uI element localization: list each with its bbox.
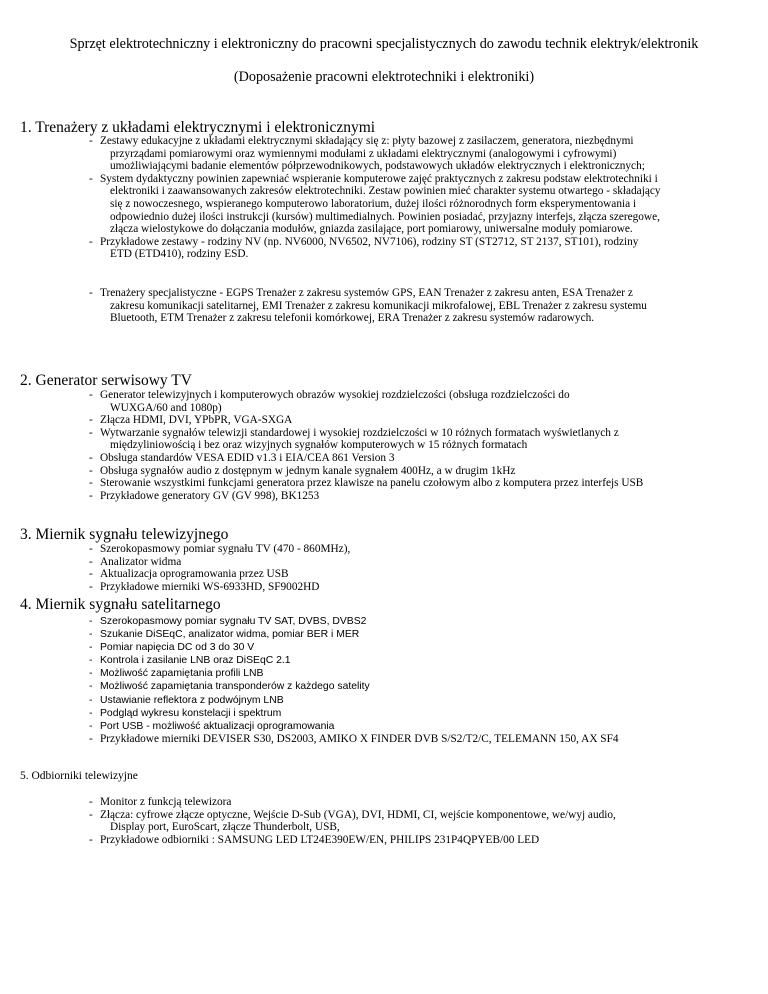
bullet-dash: -	[89, 568, 93, 581]
list-item-text: Możliwość zapamiętania profili LNB	[100, 668, 264, 680]
list-item	[89, 568, 350, 581]
list-item-text: Sterowanie wszystkimi funkcjami generatora przez klawisze na panelu czołowym albo z komputera przez interfejs USB	[100, 477, 644, 490]
list-item-text: Monitor z funkcją telewizora	[100, 796, 232, 808]
bullet-dash: -	[89, 694, 93, 706]
list-item	[89, 452, 643, 465]
list-item-text: Generator telewizyjnych i komputerowych obrazów wysokiej rozdzielczości (obsługa rozdzielczości do	[100, 389, 570, 401]
section-4-heading: 4. Miernik sygnału satelitarnego	[20, 596, 221, 613]
bullet-dash: -	[89, 426, 93, 439]
bullet-dash: -	[89, 580, 93, 593]
bullet-dash: -	[89, 796, 93, 808]
bullet-dash: -	[89, 642, 93, 654]
list-item	[89, 707, 619, 720]
bullet-dash: -	[89, 135, 93, 147]
list-item-text-continued: ETD (ETD410), rodziny ESD.	[110, 248, 249, 261]
list-item	[89, 490, 643, 503]
section-3-heading: 3. Miernik sygnału telewizyjnego	[20, 526, 229, 543]
list-item-text: Przykładowe mierniki DEVISER S30, DS2003, AMIKO X FINDER DVB S/S2/T2/C, TELEMANN 150, AX SF4	[100, 732, 619, 745]
list-item-text-continued: WUXGA/60 and 1080p)	[110, 401, 222, 414]
list-item-text-continued: elektroniki i zaawansowanych zakresów elektrotechniki. Zestaw powinien mieć charakter systemu otwartego - składający	[110, 185, 661, 198]
bullet-dash: -	[89, 489, 93, 502]
list-item-text: System dydaktyczny powinien zapewniać wspieranie komputerowe zajęć praktycznych z zakresu podstaw elektrotechniki i	[100, 172, 658, 185]
bullet-dash: -	[89, 451, 93, 464]
list-item	[89, 414, 643, 427]
list-item-text: Złącza: cyfrowe złącze optyczne, Wejście D-Sub (VGA), DVI, HDMI, CI, wejście komponentowe, we/wyj audio,	[100, 808, 616, 821]
list-item-text: Port USB - możliwość aktualizacji oprogramowania	[100, 720, 335, 732]
list-item	[89, 556, 350, 569]
section-1-list-specialist	[89, 287, 647, 325]
list-item	[89, 135, 661, 173]
list-item-text: Obsługa sygnałów audio z dostępnym w jednym kanale sygnałem 400Hz, a w drugim 1kHz	[100, 464, 516, 477]
list-item	[89, 236, 661, 261]
list-item-text: Pomiar napięcia DC od 3 do 30 V	[100, 642, 255, 654]
bullet-dash: -	[89, 681, 93, 693]
bullet-dash: -	[89, 414, 93, 427]
list-item-text: Szerokopasmowy pomiar sygnału TV (470 - 860MHz),	[100, 543, 351, 555]
bullet-dash: -	[89, 732, 93, 745]
list-item	[89, 543, 350, 556]
list-item-text: Kontrola i zasilanie LNB oraz DiSEqC 2.1	[100, 655, 291, 667]
list-item-text: Podgląd wykresu konstelacji i spektrum	[100, 707, 282, 719]
list-item	[89, 465, 643, 478]
list-item	[89, 477, 643, 490]
list-item	[89, 654, 619, 667]
section-5-heading: 5. Odbiorniki telewizyjne	[20, 770, 138, 782]
bullet-dash: -	[89, 616, 93, 627]
list-item	[89, 733, 619, 746]
document-subtitle: (Doposażenie pracowni elektrotechniki i elektroniki)	[233, 69, 535, 85]
list-item	[89, 173, 661, 236]
bullet-dash: -	[89, 629, 93, 641]
list-item-text-continued: międzyliniowością i bez oraz wizyjnych sygnałów komputerowych w 15 różnych formatach	[110, 439, 528, 452]
bullet-dash: -	[89, 389, 93, 401]
list-item-text: Obsługa standardów VESA EDID v1.3 i EIA/CEA 861 Version 3	[100, 451, 395, 464]
list-item-text: Złącza HDMI, DVI, YPbPR, VGA-SXGA	[100, 414, 293, 427]
list-item	[89, 809, 616, 834]
bullet-dash: -	[89, 720, 93, 732]
list-item-text-continued: Display port, EuroScart, złącze Thunderbolt, USB,	[110, 821, 340, 834]
section-1-heading: 1. Trenażery z układami elektrycznymi i elektronicznymi	[20, 119, 376, 136]
bullet-dash: -	[89, 707, 93, 719]
list-item	[89, 628, 619, 641]
list-item-text-continued: umożliwiającymi badanie elementów półprzewodnikowych, podstawowych układów elektrycznych i elektronicznych;	[110, 160, 645, 173]
list-item	[89, 680, 619, 693]
list-item	[89, 641, 619, 654]
list-item	[89, 287, 647, 325]
bullet-dash: -	[89, 555, 93, 568]
list-item	[89, 720, 619, 733]
section-2-heading: 2. Generator serwisowy TV	[20, 372, 192, 389]
list-item-text-continued: się z nowoczesnego, wspieranego komputerowo laboratorium, dużej ilości różnorodnych form eksperymentowania i	[110, 197, 637, 210]
bullet-dash: -	[89, 833, 93, 846]
bullet-dash: -	[89, 808, 93, 821]
list-item-text: Analizator widma	[100, 555, 182, 568]
list-item-text: Szerokopasmowy pomiar sygnału TV SAT, DVBS, DVBS2	[100, 616, 367, 627]
list-item-text: Ustawianie reflektora z podwójnym LNB	[100, 694, 284, 706]
bullet-dash: -	[89, 655, 93, 667]
list-item-text-continued: zakresu komunikacji satelitarnej, EMI Trenażer z zakresu komunikacji mikrofalowej, EBL Trenażer z zakresu systemu	[110, 299, 647, 312]
list-item-text-continued: przyrządami pomiarowymi oraz wymiennymi modułami z układami elektrycznymi (analogowymi i cyfrowymi)	[110, 147, 617, 160]
bullet-dash: -	[89, 172, 93, 185]
list-item-text: Przykładowe odbiorniki : SAMSUNG LED LT24E390EW/EN, PHILIPS 231P4QPYEB/00 LED	[100, 833, 540, 846]
bullet-dash: -	[89, 235, 93, 248]
list-item-text: Zestawy edukacyjne z układami elektrycznymi składający się z: płyty bazowej z zasilaczem, generatora, niezbędnymi	[100, 135, 634, 147]
list-item-text: Przykładowe zestawy - rodziny NV (np. NV6000, NV6502, NV7106), rodziny ST (ST2712, ST 2137, ST101), rodziny	[100, 235, 639, 248]
section-4-list	[89, 615, 619, 746]
list-item	[89, 581, 350, 594]
list-item-text-continued: Bluetooth, ETM Trenażer z zakresu telefonii komórkowej, ERA Trenażer z zakresu systemów radarowych.	[110, 312, 595, 325]
list-item-text: Możliwość zapamiętania transponderów z każdego satelity	[100, 681, 370, 693]
bullet-dash: -	[89, 477, 93, 490]
section-5-list	[89, 796, 616, 846]
bullet-dash: -	[89, 543, 93, 555]
list-item-text: Przykładowe mierniki WS-6933HD, SF9002HD	[100, 580, 320, 593]
list-item	[89, 615, 619, 628]
bullet-dash: -	[89, 287, 93, 299]
list-item-text-continued: złącza wielostykowe do dołączania modułów, gniazda zasilające, port pomiarowy, uniwersalne moduły pomiarowe.	[110, 223, 633, 236]
section-3-list	[89, 543, 350, 593]
list-item-text: Szukanie DiSEqC, analizator widma, pomiar BER i MER	[100, 629, 360, 641]
list-item	[89, 427, 643, 452]
list-item	[89, 834, 616, 847]
list-item	[89, 694, 619, 707]
bullet-dash: -	[89, 464, 93, 477]
section-1-list	[89, 135, 661, 261]
list-item-text: Przykładowe generatory GV (GV 998), BK1253	[100, 489, 320, 502]
section-2-list	[89, 389, 643, 502]
list-item-text: Aktualizacja oprogramowania przez USB	[100, 568, 289, 581]
bullet-dash: -	[89, 668, 93, 680]
list-item	[89, 667, 619, 680]
list-item-text-continued: odpowiednio dużej ilości instrukcji (kursów) multimedialnych. Powinien posiadać, przyjazny interfejs, złącza szeregowe,	[110, 210, 660, 223]
list-item-text: Trenażery specjalistyczne - EGPS Trenażer z zakresu systemów GPS, EAN Trenażer z zakresu anten, ESA Trenażer z	[100, 287, 633, 299]
list-item	[89, 389, 643, 414]
list-item-text: Wytwarzanie sygnałów telewizji standardowej i wysokiej rozdzielczości w 10 różnych formatach wyświetlanych z	[100, 426, 619, 439]
list-item	[89, 796, 616, 809]
document-title: Sprzęt elektrotechniczny i elektroniczny do pracowni specjalistycznych do zawodu technik elektryk/elektronik	[69, 36, 699, 52]
